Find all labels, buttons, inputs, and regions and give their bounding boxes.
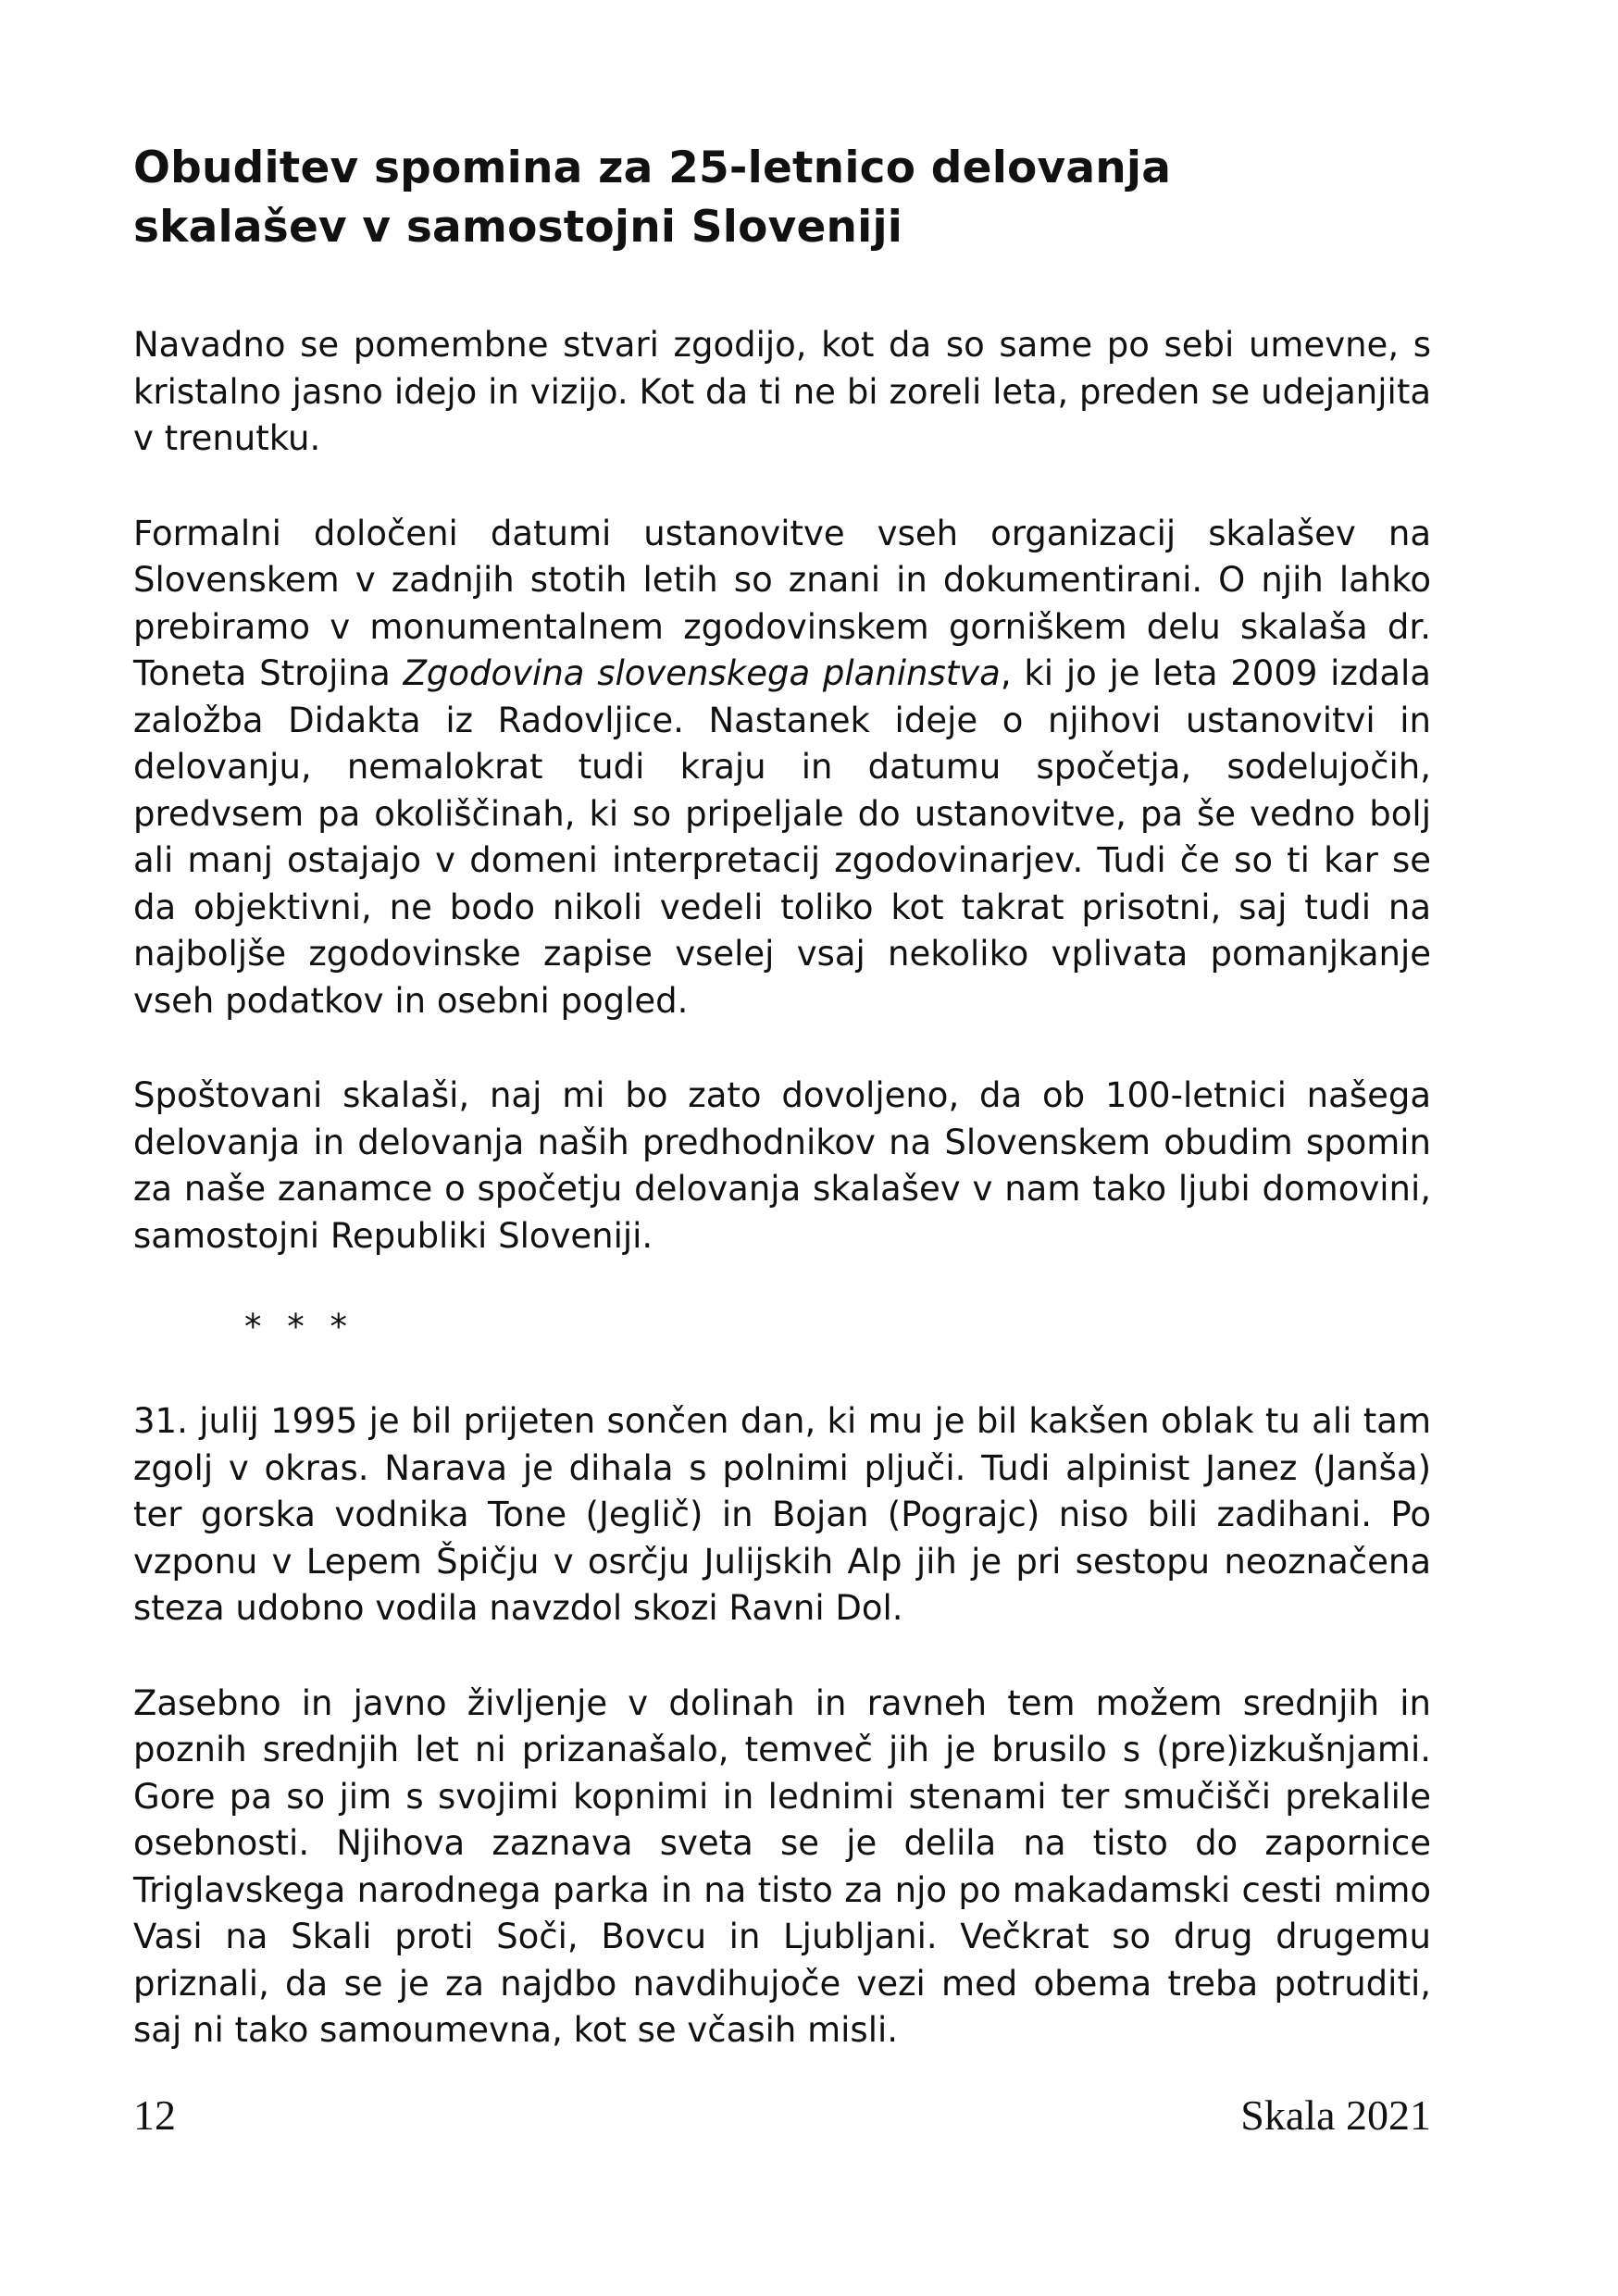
book-title: Zgodovina slovenskega planinstva — [403, 653, 1001, 693]
paragraph-private-life: Zasebno in javno življenje v dolinah in ravneh tem možem srednjih in poznih srednjih let ni prizanašalo, temveč jih je brusilo s (pre)izkušnjami. Gore pa so jim s svojimi kopnimi in lednimi stenami ter smučišči prekalile osebnosti. Njihova zaznava sveta se je delila na tisto do zapornice Triglavskega narodnega parka in na tisto za njo po makadamski cesti mimo Vasi na Skali proti Soči, Bovcu in Ljubljani. Večkrat so drug drugemu priznali, da se je za najdbo navdihujoče vezi med obema treba potruditi, saj ni tako samoumevna, kot se včasih misli. — [133, 1682, 1431, 2050]
publication-name: Skala 2021 — [1240, 2091, 1431, 2139]
paragraph-formal-dates-before: Formalni določeni datumi ustanovitve vseh organizacij skalašev na Slovenskem v zadnjih stotih letih so znani in dokumentirani. O njih lahko prebiramo v monumentalnem zgodovinskem gorniškem delu skalaša dr. Toneta Strojina — [133, 513, 1431, 693]
paragraph-july-1995: 31. julij 1995 je bil prijeten sončen dan, ki mu je bil kakšen oblak tu ali tam zgolj v okras. Narava je dihala s polnimi pljuči. Tudi alpinist Janez (Janša) ter gorska vodnika Tone (Jeglič) in Bojan (Pograjc) niso bili zadihani. Po vzponu v Lepem Špičju v osrčju Julijskih Alp jih je pri sestopu neoznačena steza udobno vodila navzdol skozi Ravni Dol. — [133, 1401, 1431, 1628]
section-separator: * * * — [244, 1307, 355, 1347]
article-title-line-1: Obuditev spomina za 25-letnico delovanja — [133, 143, 1172, 193]
paragraph-formal-dates-after: , ki jo je leta 2009 izdala založba Didakta iz Radovljice. Nastanek ideje o njihovi ustanovitvi in delovanju, nemalokrat tudi kraju in datumu spočetja, sodelujočih, predvsem pa okoliščinah, ki so pripeljale do ustanovitve, pa še vedno bolj ali manj ostajajo v domeni interpretacij zgodovinarjev. Tudi če so ti kar se da objektivni, ne bodo nikoli vedeli toliko kot takrat prisotni, saj tudi na najboljše zgodovinske zapise vselej vsaj nekoliko vplivata pomanjkanje vseh podatkov in osebni pogled. — [133, 653, 1431, 1021]
page-content — [133, 139, 1431, 2103]
paragraph-dedication: Spoštovani skalaši, naj mi bo zato dovoljeno, da ob 100-letnici našega delovanja in delovanja naših predhodnikov na Slovenskem obudim spomin za naše zanamce o spočetju delovanja skalašev v nam tako ljubi domovini, samostojni Republiki Sloveniji. — [133, 1075, 1431, 1256]
article-title — [133, 139, 1431, 257]
paragraph-intro: Navadno se pomembne stvari zgodijo, kot da so same po sebi umevne, s kristalno jasno idejo in vizijo. Kot da ti ne bi zoreli leta, preden se udejanjita v trenutku. — [133, 325, 1431, 458]
paragraph-formal-dates — [133, 511, 1431, 1025]
article-title-line-2: skalašev v samostojni Sloveniji — [133, 202, 903, 253]
page-number: 12 — [133, 2091, 176, 2139]
